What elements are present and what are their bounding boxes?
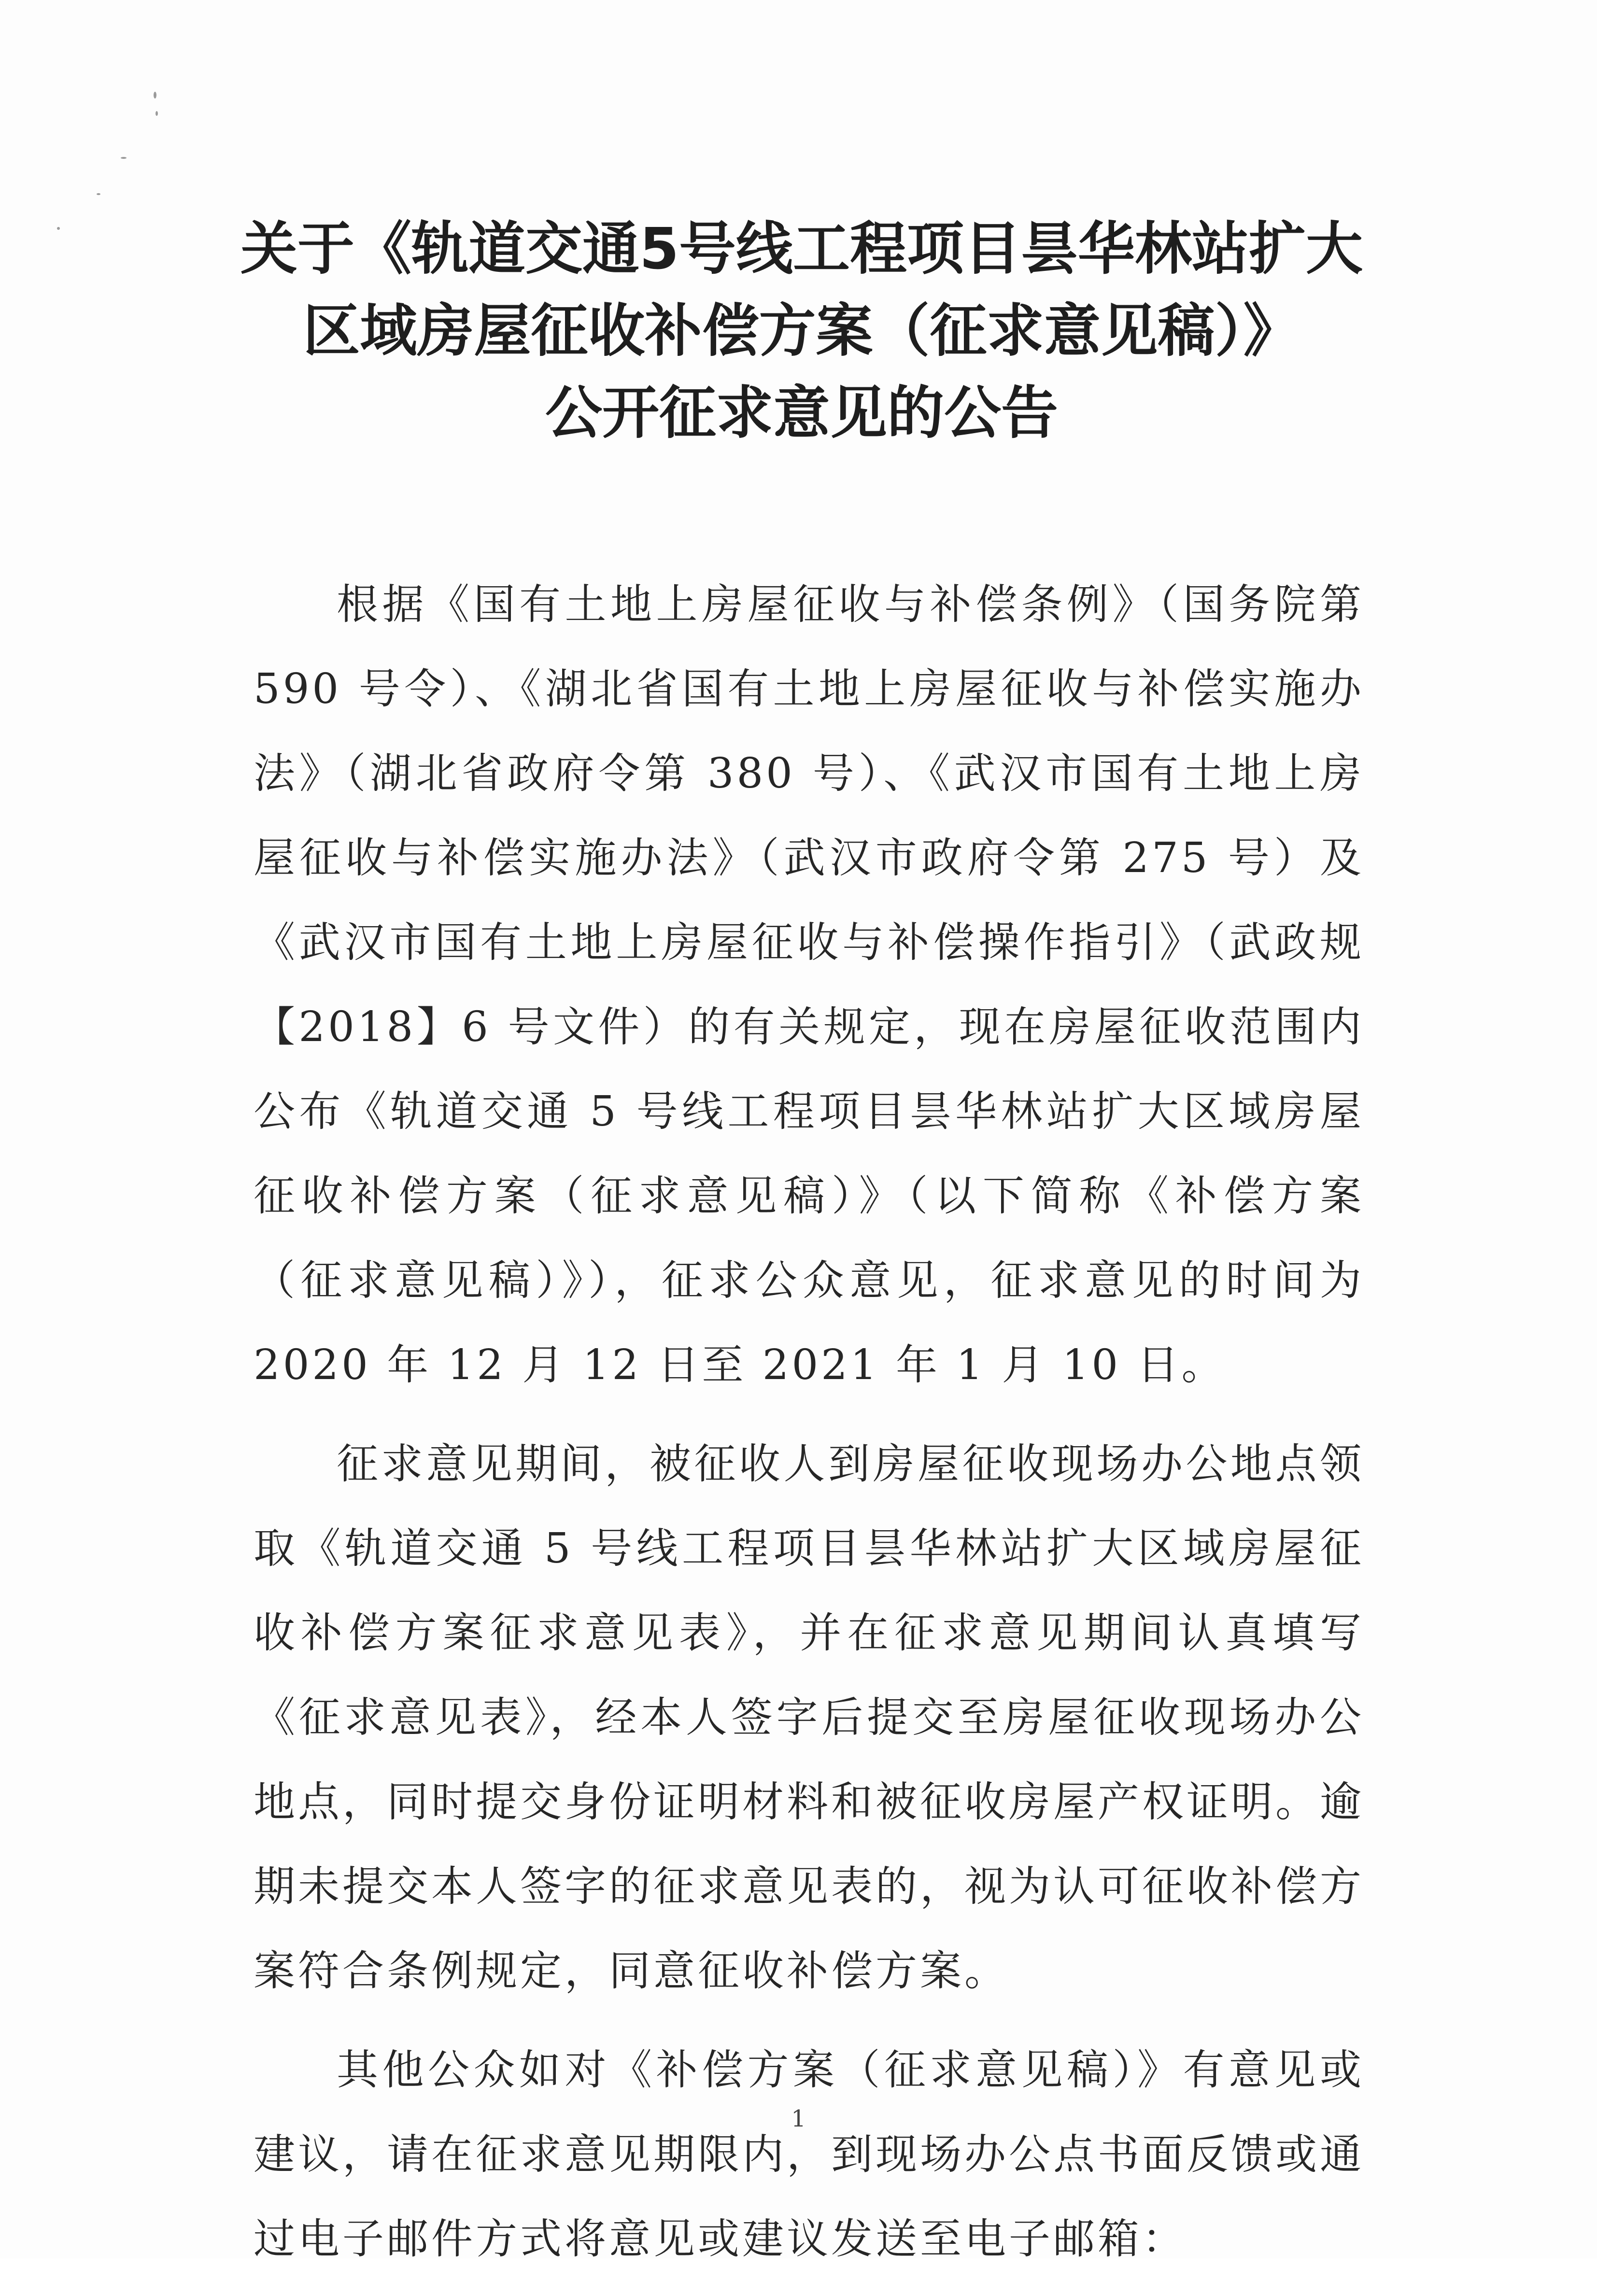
paragraph-legal-basis: 根据《国有土地上房屋征收与补偿条例》（国务院第 590 号令）、《湖北省国有土地上房屋征收与补偿实施办法》（湖北省政府令第 380 号）、《武汉市国有土地上房屋征收与补偿实施办法》（武汉市政府令第 275 号）及《武汉市国有土地上房屋征收与补偿操作指引》（武政规【2018】6 号文件）的有关规定，现在房屋征收范围内公布《轨道交通 5 号线工程项目昙华林站扩大区域房屋征收补偿方案（征求意见稿）》（以下简称《补偿方案（征求意见稿）》），征求公众意见，征求意见的时间为 2020 年 12 月 12 日至 2021 年 1 月 10 日。 [254, 580, 1364, 1389]
scan-speck [57, 227, 60, 230]
scan-speck [155, 111, 158, 116]
paragraph-procedure: 征求意见期间，被征收人到房屋征收现场办公地点领取《轨道交通 5 号线工程项目昙华林站扩大区域房屋征收补偿方案征求意见表》，并在征求意见期间认真填写《征求意见表》，经本人签字后提交至房屋征收现场办公地点，同时提交身份证明材料和被征收房屋产权证明。逾期未提交本人签字的征求意见表的，视为认可征收补偿方案符合条例规定，同意征收补偿方案。 [254, 1440, 1364, 1995]
scan-speck [97, 193, 100, 195]
title-line-3: 公开征求意见的公告 [545, 380, 1058, 446]
document-body [254, 563, 1364, 2296]
scan-speck [121, 157, 127, 159]
page-number: 1 [791, 2105, 806, 2132]
scan-speck [154, 92, 156, 99]
paragraph-public-feedback: 其他公众如对《补偿方案（征求意见稿）》有意见或建议，请在征求意见期限内，到现场办公点书面反馈或通过电子邮件方式将意见或建议发送至电子邮箱： [254, 2046, 1364, 2263]
document-title [184, 208, 1420, 454]
title-line-1: 关于《轨道交通5号线工程项目昙华林站扩大 [240, 215, 1363, 282]
title-line-2: 区域房屋征收补偿方案（征求意见稿）》 [303, 297, 1300, 364]
